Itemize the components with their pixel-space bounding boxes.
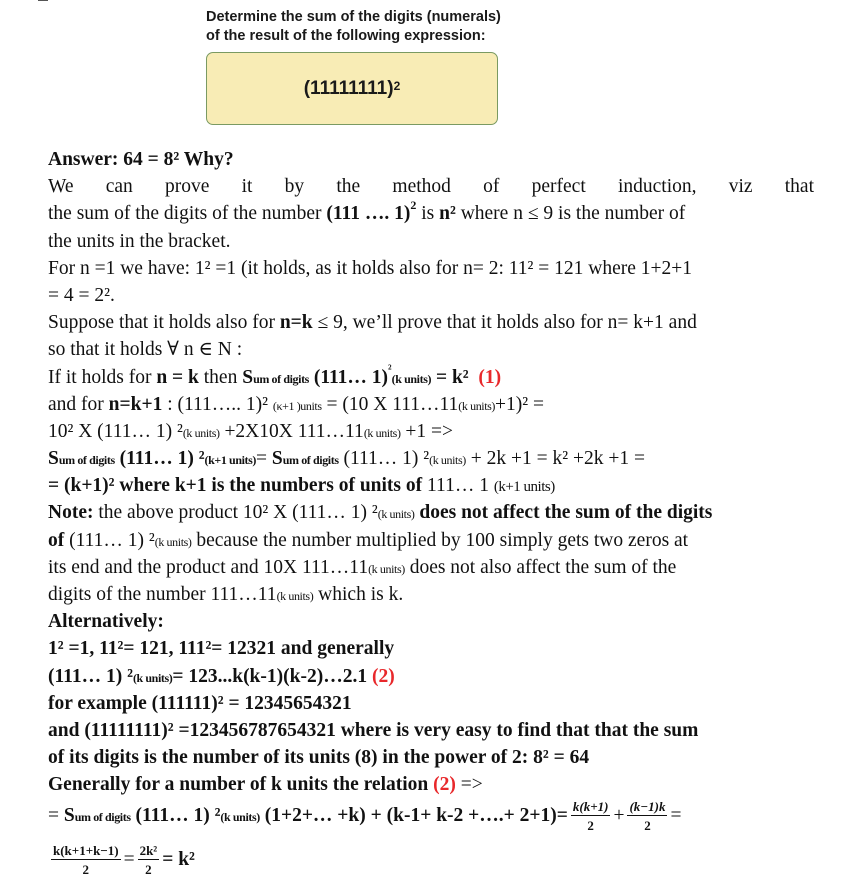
text-line-25: [48, 799, 814, 833]
t14d: does not affect the sum of the digits: [414, 502, 713, 524]
t13c: (k+1 units): [493, 479, 555, 496]
expression-box: [206, 52, 498, 125]
t12h: (111… 1) ²: [338, 448, 430, 470]
t10d: (κ+1 )units: [272, 398, 322, 413]
t25f: (1+2+… +k) + (k-1+ k-2 +….+ 2+1)=: [259, 804, 568, 826]
t9g: ²: [388, 361, 392, 376]
t13b: 111… 1: [427, 475, 494, 497]
question-line-1: Determine the sum of the digits (numerals): [206, 9, 501, 25]
t17b: (k units): [276, 589, 314, 603]
text-line-22: and (11111111)² =123456787654321 where is very easy to find that that the sum: [48, 719, 699, 741]
t12a: S: [48, 448, 59, 470]
t3sup: 2: [410, 198, 417, 213]
text-line-3: [48, 200, 814, 227]
t11e: +1 =>: [400, 420, 454, 442]
t10b: n=k+1: [108, 393, 163, 415]
t25d: (111… 1) ²: [130, 804, 221, 826]
t10c: : (111….. 1)²: [162, 393, 273, 415]
t3a: the sum of the digits of the number: [48, 203, 327, 225]
t3d: n²: [439, 203, 456, 225]
t10a: and for: [48, 393, 109, 415]
t9c: then: [198, 366, 243, 388]
solution-text: [48, 146, 814, 879]
text-line-10: [48, 391, 814, 418]
answer-value: 64 = 8² Why?: [123, 149, 234, 170]
t9h: (k units): [391, 371, 432, 386]
text-line-15: [48, 527, 814, 554]
t14b: the above product 10² X (111… 1) ²: [93, 502, 378, 524]
text-line-4: the units in the bracket.: [48, 230, 231, 252]
text-line-13: [48, 472, 814, 499]
t17c: which is k.: [313, 584, 404, 605]
text-line-26: [48, 843, 814, 879]
fraction-1-num: k(k+1): [572, 798, 609, 814]
t10g: +1)² =: [495, 393, 544, 415]
text-line-7: [48, 309, 814, 336]
fraction-4-den: 2: [145, 861, 152, 877]
t12e: =: [256, 448, 272, 470]
t7a: Suppose that it holds also for: [48, 312, 280, 334]
t12d: (k+1 units): [204, 453, 256, 468]
text-line-9: [48, 361, 814, 391]
t11a: 10² X (111… 1) ²: [48, 420, 183, 442]
t14a: Note:: [48, 502, 94, 524]
answer-label: Answer:: [48, 149, 119, 170]
ref-1: (1): [478, 366, 502, 388]
question-line-2: of the result of the following expression:: [206, 28, 486, 44]
t15a: of: [48, 529, 65, 551]
t11b: (k units): [182, 425, 220, 440]
t12f: S: [271, 448, 283, 470]
t10f: (k units): [458, 398, 496, 413]
answer-line: [48, 146, 814, 173]
t9f: (111… 1): [308, 366, 389, 388]
text-line-16: [48, 554, 814, 581]
t26b: = k²: [162, 848, 195, 870]
t15d: because the number multiplied by 100 simply gets two zeros at: [191, 529, 689, 551]
t24a: Generally for a number of k units the relation: [48, 774, 434, 796]
text-line-6: = 4 = 2².: [48, 284, 115, 306]
text-line-21: for example (111111)² = 12345654321: [48, 692, 352, 714]
t25b: S: [63, 804, 75, 826]
t17a: digits of the number 111…11: [48, 584, 277, 605]
edge-mark: [38, 0, 48, 1]
t3e: where n ≤ 9 is the number of: [455, 203, 686, 225]
t12c: (111… 1) ²: [114, 448, 205, 470]
t25a: =: [48, 804, 64, 826]
t11c: +2X10X 111…11: [219, 420, 364, 442]
text-line-11: [48, 418, 814, 445]
t12g: um of digits: [282, 453, 339, 468]
t7c: ≤ 9, we’ll prove that it holds also for n= k+1 and: [312, 312, 697, 334]
t12i: (k units): [429, 453, 466, 468]
text-line-2: We can prove it by the method of perfect induction, viz that: [48, 176, 814, 198]
question-header: [206, 8, 526, 46]
t20c: = 123...k(k-1)(k-2)…2.1: [172, 665, 372, 687]
t3c: is: [416, 203, 440, 225]
t9d: S: [242, 366, 254, 388]
fraction-3: [51, 843, 121, 878]
t12j: + 2k +1 = k² +2k +1 =: [465, 448, 645, 470]
ref-2: (2): [371, 665, 395, 687]
text-line-17: [48, 581, 814, 608]
fraction-2-den: 2: [644, 817, 651, 833]
text-line-24: [48, 771, 814, 798]
fraction-2-num: (k−1)k: [629, 798, 666, 814]
t25c: um of digits: [74, 809, 131, 824]
expression-exponent: 2: [393, 78, 401, 93]
t24c: =>: [455, 774, 483, 796]
t25g: +: [613, 804, 625, 826]
t20a: (111… 1) ²: [48, 665, 133, 687]
alternatively-heading: Alternatively:: [48, 611, 164, 633]
t9b: n = k: [156, 366, 199, 388]
t26a: =: [123, 848, 135, 870]
fraction-1-den: 2: [587, 817, 594, 833]
t16a: its end and the product and 10X 111…11: [48, 556, 369, 578]
t7b: n=k: [279, 312, 313, 334]
t13a: = (k+1)² where k+1 is the numbers of units of: [48, 475, 428, 497]
t25h: =: [670, 804, 682, 826]
text-line-19: 1² =1, 11²= 121, 111²= 12321 and generally: [48, 638, 395, 660]
fraction-3-num: k(k+1+k−1): [53, 842, 119, 858]
t15b: (111… 1) ²: [64, 529, 155, 551]
text-line-20: [48, 663, 814, 690]
ref-2b: (2): [433, 774, 456, 796]
fraction-1: [571, 799, 611, 834]
t20b: (k units): [132, 670, 173, 685]
t25e: (k units): [220, 809, 260, 824]
t10e: = (10 X 111…11: [321, 393, 459, 415]
fraction-2: [627, 799, 667, 834]
text-line-8: so that it holds ∀ n ∈ N :: [48, 339, 243, 361]
text-line-12: [48, 445, 814, 472]
t9a: If it holds for: [48, 366, 157, 388]
t12b: um of digits: [58, 453, 115, 468]
text-line-14: [48, 499, 814, 526]
text-line-5: For n =1 we have: 1² =1 (it holds, as it holds also for n= 2: 11² = 121 where 1+2+1: [48, 257, 693, 279]
fraction-4: [138, 843, 160, 878]
t14c: (k units): [377, 507, 415, 522]
t16b: (k units): [368, 561, 405, 576]
text-line-23: of its digits is the number of its units (8) in the power of 2: 8² = 64: [48, 747, 590, 769]
t9e: um of digits: [253, 371, 309, 386]
fraction-4-num: 2k²: [139, 842, 158, 858]
t16c: does not also affect the sum of the: [404, 556, 677, 578]
t9i: = k²: [431, 366, 469, 388]
t15c: (k units): [154, 534, 192, 549]
t3b: (111 …. 1): [326, 203, 411, 225]
fraction-3-den: 2: [82, 861, 90, 877]
expression-base: (11111111): [303, 77, 394, 99]
t11d: (k units): [363, 425, 401, 440]
